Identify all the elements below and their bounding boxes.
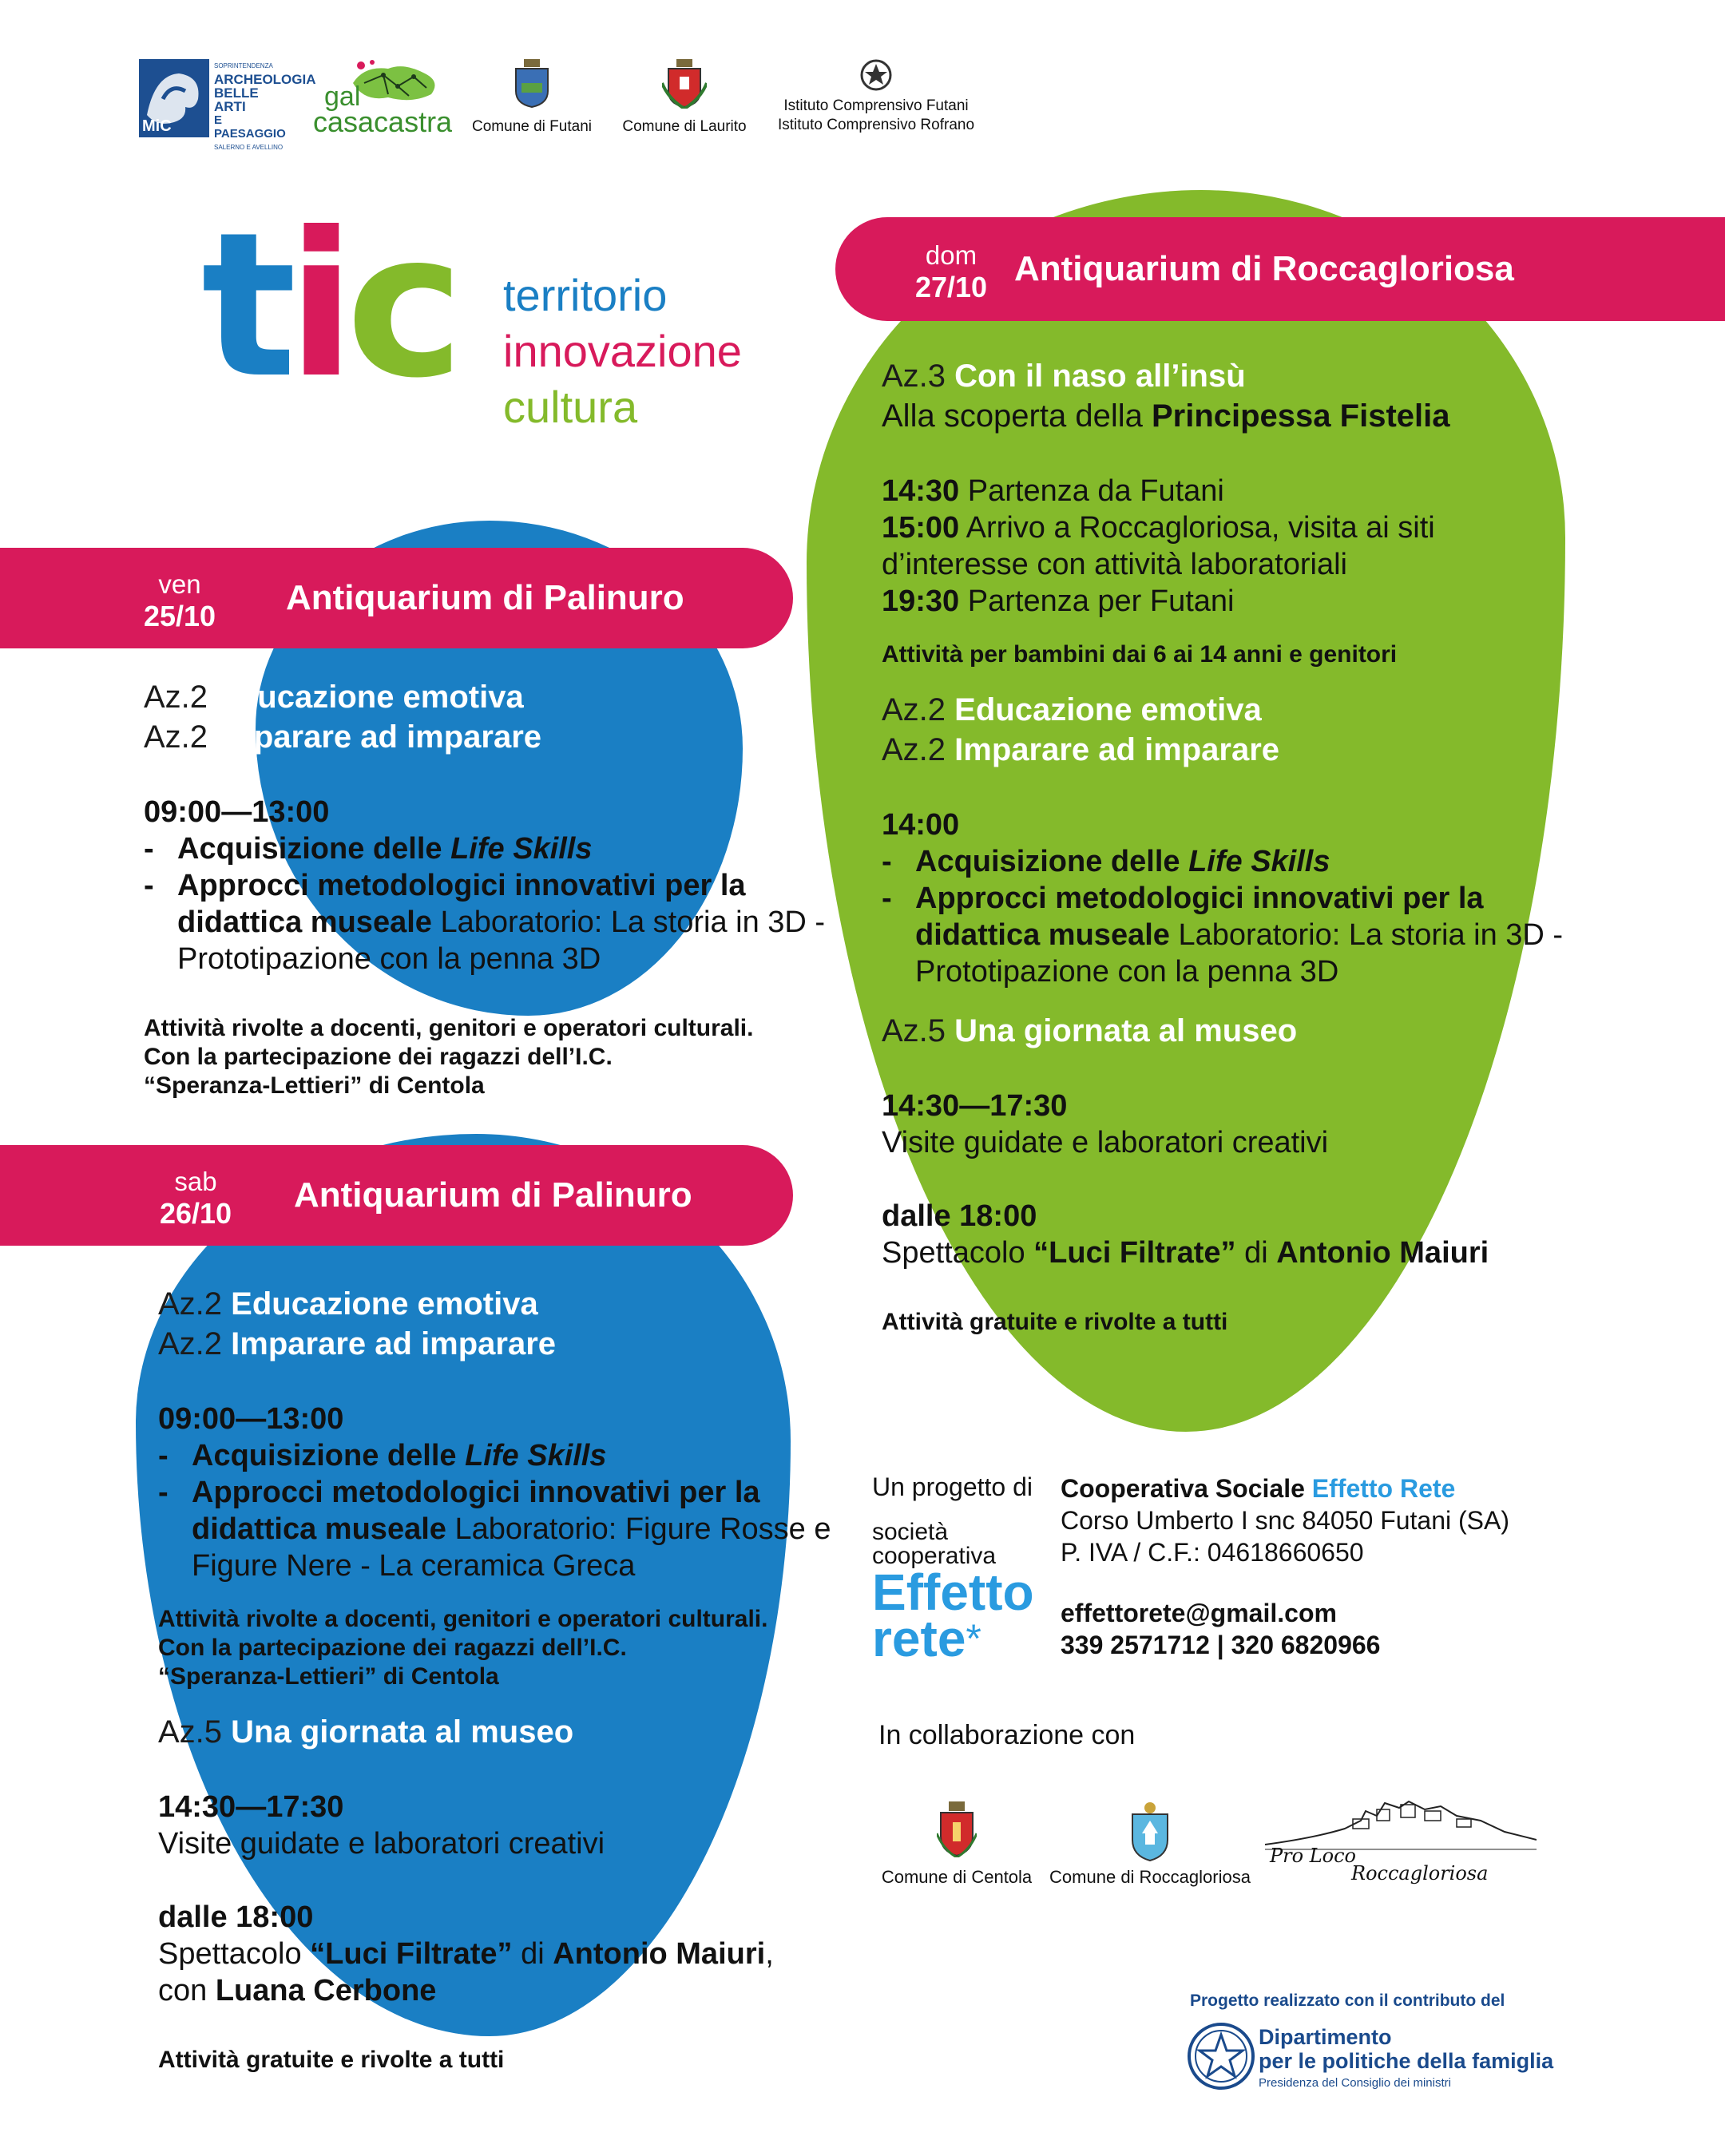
dom-s1-text: Partenza da Futani: [959, 474, 1224, 508]
sab-az1-title: Educazione emotiva: [231, 1286, 538, 1322]
ven-az2-title: Imparare ad imparare: [216, 719, 542, 755]
sab-note-3: “Speranza-Lettieri” di Centola: [158, 1663, 499, 1690]
ven-b1-em: Life Skills: [450, 832, 593, 866]
sab-spett-comma: ,: [765, 1937, 774, 1971]
sab-az5-label: Az.5: [158, 1714, 223, 1750]
coop-pre: Cooperativa Sociale: [1061, 1474, 1312, 1503]
sab-az1-label: Az.2: [158, 1286, 223, 1322]
sab-spett-con: con: [158, 1974, 216, 2007]
dom-s3-time: 19:30: [882, 585, 960, 618]
dom-s1-time: 14:30: [882, 474, 960, 508]
effetto-rete-logo: [872, 1520, 1056, 1675]
gal-text: gal: [324, 81, 361, 112]
mic-abbr: MiC: [142, 117, 172, 135]
ven-az1-title: Educazione emotiva: [216, 680, 524, 715]
dipartimento-logo: [1185, 2020, 1568, 2100]
dom-az1-label: Az.2: [882, 692, 946, 727]
ribbon-dom: [835, 217, 1725, 321]
ven-b2-rest: Laboratorio: La storia in 3D - Prototipazione con la penna 3D: [177, 906, 826, 976]
sab-b1-em: Life Skills: [465, 1439, 607, 1472]
dom-b1-em: Life Skills: [1188, 845, 1330, 878]
sab-az2-title: Imparare ad imparare: [231, 1326, 557, 1361]
dom-az3-sub-bold: Principessa Fistelia: [1151, 398, 1450, 434]
dom-free: Attività gratuite e rivolte a tutti: [882, 1309, 1228, 1335]
dom-date: 27/10: [914, 271, 988, 303]
ven-b1-pre: Acquisizione delle: [177, 832, 451, 866]
dom-dalle: dalle 18:00: [882, 1199, 1037, 1233]
dom-az2-label: Az.2: [882, 732, 946, 767]
dom-spett-pre: Spettacolo: [882, 1236, 1034, 1270]
ven-time: 09:00—13:00: [144, 795, 330, 829]
futani-crest-icon: [512, 59, 552, 109]
roccagloriosa-label: Comune di Roccagloriosa: [1049, 1867, 1251, 1887]
sab-spett-guest: Luana Cerbone: [215, 1974, 437, 2007]
istituto-logo: [768, 59, 984, 139]
sab-content: [158, 1284, 845, 2075]
dom-step-1: [882, 473, 1568, 509]
ribbon-sab: [0, 1145, 793, 1246]
dom-spett-mid: di: [1235, 1236, 1277, 1270]
dom-kids: Attività per bambini dai 6 ai 14 anni e genitori: [882, 641, 1398, 668]
dom-az5-label: Az.5: [882, 1013, 946, 1048]
sab-place: Antiquarium di Palinuro: [294, 1175, 692, 1215]
effetto-word: Effetto: [872, 1563, 1034, 1621]
sab-spett-author: Antonio Maiuri: [553, 1937, 766, 1971]
dept-line-1: Dipartimento: [1259, 2025, 1392, 2049]
mic-icon: [139, 59, 209, 137]
laurito-crest-icon: [662, 59, 707, 109]
dom-content: [882, 356, 1568, 1337]
laurito-logo: [617, 59, 752, 139]
coop-phones[interactable]: 339 2571712 | 320 6820966: [1061, 1631, 1381, 1659]
sab-bullet-2: - Approcci metodologici innovativi per la didattica museale Laboratorio: Figure Rosse e Figure Nere - La ceramica Greca: [158, 1476, 831, 1583]
gal-map-icon: [348, 59, 444, 107]
dom-time2: 14:30—17:30: [882, 1089, 1068, 1123]
mic-line-3: BELLE ARTI: [214, 85, 259, 114]
coop-piva: P. IVA / C.F.: 04618660650: [1061, 1538, 1364, 1567]
sab-dalle: dalle 18:00: [158, 1900, 314, 1934]
coop-email[interactable]: effettorete@gmail.com: [1061, 1599, 1337, 1627]
proloco-line-2: Roccagloriosa: [1351, 1862, 1489, 1885]
tic-t: t: [201, 189, 288, 422]
sab-az5-title: Una giornata al museo: [231, 1714, 574, 1750]
dom-time: 14:00: [882, 808, 960, 842]
dom-place: Antiquarium di Roccagloriosa: [1014, 249, 1514, 288]
sab-date: 26/10: [159, 1197, 232, 1230]
collab-title: In collaborazione con: [878, 1720, 1136, 1750]
ven-az2-label: Az.2: [144, 719, 208, 755]
sab-time: 09:00—13:00: [158, 1402, 344, 1436]
footer-contrib: Progetto realizzato con il contributo del: [1190, 1992, 1505, 2010]
futani-logo: [468, 59, 596, 139]
sab-spett-pre: Spettacolo: [158, 1937, 311, 1971]
sab-spett-mid: di: [512, 1937, 553, 1971]
sab-time2: 14:30—17:30: [158, 1790, 344, 1824]
sab-note-1: Attività rivolte a docenti, genitori e operatori culturali.: [158, 1606, 768, 1632]
project-block: [872, 1469, 1671, 1669]
ven-note-2: Con la partecipazione dei ragazzi dell’I.C.: [144, 1044, 613, 1070]
istituto-line-1: Istituto Comprensivo Futani: [783, 97, 969, 114]
sab-b2-bold: Approcci metodologici innovativi per la didattica museale: [192, 1476, 760, 1546]
ven-note-1: Attività rivolte a docenti, genitori e operatori culturali.: [144, 1015, 754, 1041]
proloco-line-1: Pro Loco: [1270, 1845, 1356, 1867]
sab-spett-show: “Luci Filtrate”: [310, 1937, 513, 1971]
sab-spettacolo: [158, 1936, 845, 1972]
roccagloriosa-logo: [1046, 1801, 1254, 1889]
dom-bullet-1: - Acquisizione delle Life Skills: [882, 845, 1330, 878]
proloco-logo: [1265, 1797, 1537, 1889]
mic-line-5: SALERNO E AVELLINO: [214, 144, 284, 151]
mic-line-1: SOPRINTENDENZA: [214, 62, 273, 69]
laurito-label: Comune di Laurito: [622, 118, 747, 135]
mic-line-4: E PAESAGGIO: [214, 113, 286, 141]
ven-az1-label: Az.2: [144, 680, 208, 715]
tic-c: c: [346, 189, 455, 422]
centola-label: Comune di Centola: [881, 1867, 1033, 1887]
dom-step-2: [882, 509, 1568, 583]
dom-az5-title: Una giornata al museo: [954, 1013, 1298, 1048]
dom-az3-title: Con il naso all’insù: [954, 359, 1246, 394]
tic-cultura: cultura: [503, 382, 638, 432]
dom-s2-text: Arrivo a Roccagloriosa, visita ai siti d’interesse con attività laboratoriali: [882, 511, 1435, 581]
sab-bullet-1: - Acquisizione delle Life Skills: [158, 1439, 607, 1472]
coop-name: Effetto Rete: [1311, 1474, 1456, 1503]
centola-crest-icon: [937, 1801, 977, 1857]
dept-line-2: per le politiche della famiglia: [1259, 2049, 1554, 2073]
sab-spettacolo-2: [158, 1972, 845, 2009]
dom-step-3: [882, 583, 1568, 620]
dom-az3-label: Az.3: [882, 359, 946, 394]
coop-address: Corso Umberto I snc 84050 Futani (SA): [1061, 1506, 1510, 1535]
dom-s2-time: 15:00: [882, 511, 960, 545]
ven-place: Antiquarium di Palinuro: [286, 578, 684, 617]
gal-casacastra-logo: [313, 59, 453, 139]
project-intro: Un progetto di: [872, 1472, 1033, 1501]
dom-s3-text: Partenza per Futani: [959, 585, 1235, 618]
futani-label: Comune di Futani: [472, 118, 592, 135]
ven-note-3: “Speranza-Lettieri” di Centola: [144, 1072, 485, 1099]
dom-b2-rest: Laboratorio: La storia in 3D - Prototipazione con la penna 3D: [915, 918, 1564, 989]
ven-bullet-2: - Approcci metodologici innovativi per la didattica museale Laboratorio: La storia in 3D - Prototipazione con la penna 3D: [144, 869, 826, 976]
dom-spett-show: “Luci Filtrate”: [1033, 1236, 1236, 1270]
mic-logo: [139, 59, 316, 151]
sab-visite: Visite guidate e laboratori creativi: [158, 1827, 605, 1861]
sab-b2-rest: Laboratorio: Figure Rosse e Figure Nere - La ceramica Greca: [192, 1512, 831, 1583]
ven-content: [144, 677, 831, 1100]
mic-line-2: ARCHEOLOGIA: [214, 72, 316, 87]
ven-bullet-1: - Acquisizione delle Life Skills: [144, 832, 593, 866]
asterisk-icon: *: [966, 1616, 981, 1661]
istituto-line-2: Istituto Comprensivo Rofrano: [777, 117, 975, 133]
sab-b1-pre: Acquisizione delle: [192, 1439, 466, 1472]
sab-note-2: Con la partecipazione dei ragazzi dell’I.C.: [158, 1635, 627, 1661]
dom-b2-bold: Approcci metodologici innovativi per la didattica museale: [915, 882, 1484, 952]
repubblica-star-icon: [1185, 2020, 1257, 2092]
casacastra-text: casacastra: [313, 105, 453, 138]
sab-free: Attività gratuite e rivolte a tutti: [158, 2047, 505, 2073]
dom-spettacolo: [882, 1235, 1568, 1271]
dom-visite: Visite guidate e laboratori creativi: [882, 1126, 1329, 1159]
tic-innovazione: innovazione: [503, 326, 742, 376]
tic-territorio: territorio: [503, 270, 668, 320]
ven-day: ven: [158, 569, 201, 599]
dom-az3-sub-pre: Alla scoperta della: [882, 398, 1152, 434]
sab-day: sab: [174, 1167, 217, 1196]
tic-logo: [201, 189, 808, 438]
ribbon-ven: [0, 548, 793, 648]
roccagloriosa-crest-icon: [1128, 1801, 1172, 1862]
soc-line-1: società: [872, 1519, 949, 1545]
dom-bullet-2: - Approcci metodologici innovativi per la didattica museale Laboratorio: La storia in 3D - Prototipazione con la penna 3D: [882, 882, 1564, 989]
repubblica-emblem-icon: [860, 59, 892, 91]
dom-spett-author: Antonio Maiuri: [1276, 1236, 1489, 1270]
tic-i: i: [287, 189, 347, 422]
dom-b1-pre: Acquisizione delle: [915, 845, 1189, 878]
sab-az2-label: Az.2: [158, 1326, 223, 1361]
dept-line-3: Presidenza del Consiglio dei ministri: [1259, 2076, 1451, 2090]
soc-line-2: cooperativa: [872, 1543, 997, 1569]
ven-date: 25/10: [143, 600, 216, 632]
ven-b2-bold: Approcci metodologici innovativi per la didattica museale: [177, 869, 746, 939]
centola-logo: [878, 1801, 1035, 1889]
dom-az1-title: Educazione emotiva: [954, 692, 1262, 727]
rete-word: rete: [872, 1610, 966, 1667]
dom-az2-title: Imparare ad imparare: [954, 732, 1280, 767]
dom-day: dom: [925, 240, 978, 270]
